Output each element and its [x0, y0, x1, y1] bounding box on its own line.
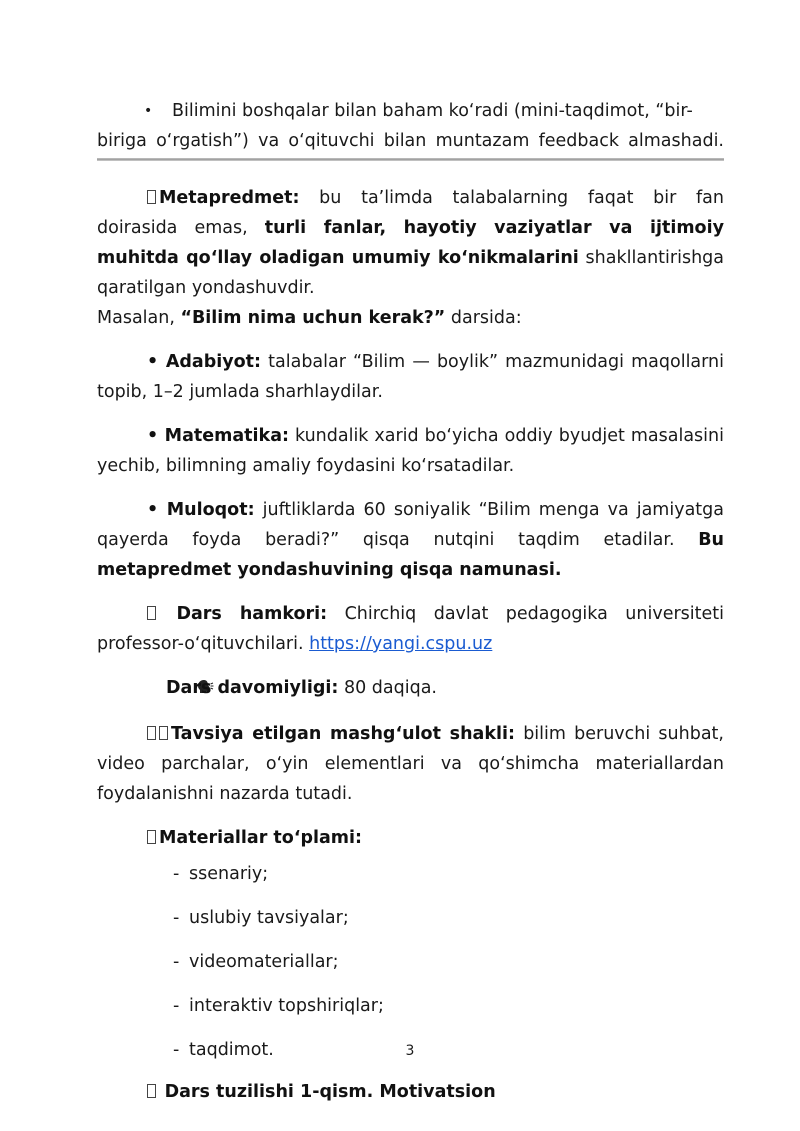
missing-glyph-icon [159, 726, 168, 740]
subject-matematika [97, 421, 724, 481]
list-item-text: interaktiv topshiriqlar; [189, 996, 384, 1016]
subject-tail: Bu metapredmet yondashuvining qisqa namunasi. [97, 530, 724, 580]
list-item-text: uslubiy tavsiyalar; [189, 908, 349, 928]
list-item: - taqdimot. [173, 1040, 274, 1060]
missing-glyph-icon [147, 1084, 156, 1098]
page-content [97, 96, 724, 1107]
missing-glyph-icon [147, 606, 156, 620]
structure-heading [97, 1077, 724, 1107]
metapredmet-text2: shakllantirishga qaratilgan yondashuvdir. [97, 248, 724, 298]
metapredmet-paragraph [97, 183, 724, 303]
duration-label: Dars davomiyligi: [166, 678, 339, 698]
example-prefix: Masalan, [97, 308, 181, 328]
form-text: bilim beruvchi suhbat, video parchalar, o‘yin elementlari va qo‘shimcha materiallardan foydalanishni nazarda tutadi. [97, 724, 724, 804]
form-paragraph [97, 719, 724, 809]
list-item: - uslubiy tavsiyalar; [173, 908, 349, 928]
list-item: - ssenariy; [173, 864, 269, 884]
materials-label: Materiallar to‘plami: [159, 828, 363, 848]
partner-paragraph [97, 599, 724, 659]
intro-bullet [97, 96, 724, 126]
list-item-text: videomateriallar; [189, 952, 339, 972]
example-intro [97, 303, 724, 333]
structure-label: Dars tuzilishi 1-qism. Motivatsion [164, 1082, 496, 1102]
partner-link[interactable]: https://yangi.cspu.uz [309, 634, 493, 654]
list-item: - videomateriallar; [173, 952, 339, 972]
intro-bullet-line1: Bilimini boshqalar bilan baham ko‘radi (mini-taqdimot, “bir- [172, 101, 693, 121]
subject-text: juftliklarda 60 soniyalik “Bilim menga va jamiyatga qayerda foyda beradi?” qisqa nutqini taqdim etadilar. [97, 500, 724, 550]
example-suffix: darsida: [445, 308, 522, 328]
partner-text: Chirchiq davlat pedagogika universiteti professor-o‘qituvchilari. [97, 604, 724, 654]
speaking-head-icon [147, 675, 166, 705]
subject-adabiyot [97, 347, 724, 407]
missing-glyph-icon [147, 190, 156, 204]
example-question: “Bilim nima uchun kerak?” [180, 308, 446, 328]
subject-text: kundalik xarid bo‘yicha oddiy byudjet masalasini yechib, bilimning amaliy foydasini ko‘rsatadilar. [97, 426, 724, 476]
list-item-text: ssenariy; [189, 864, 269, 884]
materials-heading [97, 823, 724, 853]
missing-glyph-icon [147, 830, 156, 844]
missing-glyph-icon [147, 726, 156, 740]
duration-value: 80 daqiqa. [338, 678, 437, 698]
subject-text: talabalar “Bilim — boylik” mazmunidagi maqollarni topib, 1–2 jumlada sharhlaydilar. [97, 352, 724, 402]
list-item: - interaktiv topshiriqlar; [173, 996, 384, 1016]
partner-label: Dars hamkori: [176, 604, 328, 624]
duration-paragraph [97, 673, 724, 705]
subject-muloqot [97, 495, 724, 585]
page-number: 3 [405, 1043, 415, 1059]
materials-list [97, 859, 724, 1065]
divider [97, 158, 724, 161]
metapredmet-text1: bu ta’limda talabalarning faqat bir fan doirasida emas, [97, 188, 724, 238]
subject-label: • Matematika: [147, 426, 289, 446]
intro-bullet-line2: biriga o‘rgatish”) va o‘qituvchi bilan muntazam feedback almashadi. [97, 131, 724, 151]
metapredmet-term: Metapredmet: [159, 188, 300, 208]
bullet-dot-icon: • [144, 103, 153, 119]
list-item-text: taqdimot. [189, 1040, 274, 1060]
subject-label: • Muloqot: [147, 500, 255, 520]
subject-label: • Adabiyot: [147, 352, 262, 372]
form-label: Tavsiya etilgan mashg‘ulot shakli: [171, 724, 515, 744]
metapredmet-bold: turli fanlar, hayotiy vaziyatlar va ijtimoiy muhitda qo‘llay oladigan umumiy ko‘nikmalarini [97, 218, 724, 268]
